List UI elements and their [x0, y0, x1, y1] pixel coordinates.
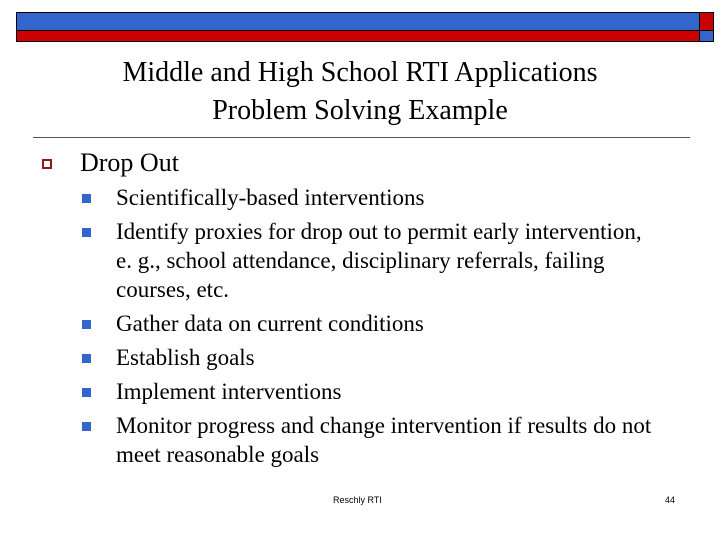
footer-text: Reschly RTI: [333, 495, 382, 505]
bullet-list: [82, 183, 662, 474]
page-number: 44: [665, 495, 676, 505]
list-item-text: Implement interventions: [116, 379, 342, 404]
title-divider: [33, 137, 690, 138]
list-item: [82, 183, 662, 212]
list-item: [82, 377, 662, 406]
slide-title: [0, 54, 720, 130]
list-item-text: Gather data on current conditions: [116, 311, 424, 336]
header-bar-red: [16, 30, 700, 42]
title-line-2: Problem Solving Example: [212, 95, 508, 126]
title-line-1: Middle and High School RTI Applications: [122, 57, 598, 88]
square-bullet-icon: [82, 320, 91, 329]
list-item-text: Scientifically-based interventions: [116, 185, 425, 210]
square-bullet-icon: [82, 228, 91, 237]
list-item: [82, 343, 662, 372]
hollow-square-bullet-icon: [42, 159, 52, 169]
square-bullet-icon: [82, 388, 91, 397]
header-square-blue: [699, 30, 714, 42]
heading-text: Drop Out: [80, 148, 179, 177]
list-item-text: Identify proxies for drop out to permit early intervention, e. g., school attendance, disciplinary referrals, failing courses, etc.: [116, 219, 642, 302]
list-item: [82, 411, 662, 469]
header-bar-blue: [16, 12, 700, 31]
list-item: [82, 217, 662, 304]
square-bullet-icon: [82, 422, 91, 431]
square-bullet-icon: [82, 194, 91, 203]
square-bullet-icon: [82, 354, 91, 363]
list-item-text: Establish goals: [116, 345, 255, 370]
header-square-red: [699, 12, 714, 31]
list-item-text: Monitor progress and change intervention if results do not meet reasonable goals: [116, 413, 652, 467]
list-item: [82, 309, 662, 338]
